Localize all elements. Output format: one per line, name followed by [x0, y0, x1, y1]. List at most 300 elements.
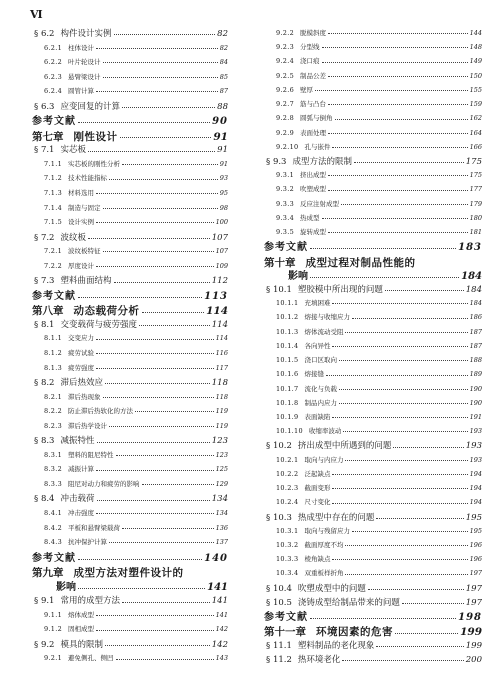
toc-entry-page: 140	[204, 552, 228, 564]
dot-leader	[376, 645, 463, 647]
toc-entry	[34, 379, 228, 388]
toc-entry-title: 旋转成型	[300, 228, 327, 237]
toc-entry-page: 93	[219, 174, 228, 183]
toc-entry	[44, 612, 228, 619]
toc-entry-page: 98	[219, 203, 228, 212]
toc-entry	[44, 481, 228, 488]
toc-entry-title: 交变应力	[68, 334, 95, 343]
toc-entry	[44, 59, 228, 66]
toc-entry	[34, 146, 228, 155]
toc-entry-number: 8.3.1	[44, 450, 63, 459]
dot-leader	[97, 441, 210, 443]
toc-entry-number: 8.4.2	[44, 523, 63, 532]
toc-entry-title: 流化与负载	[304, 384, 337, 393]
toc-entry	[266, 642, 482, 651]
toc-entry-number: 9.2.6	[276, 85, 295, 94]
dot-leader	[116, 454, 214, 456]
toc-entry-title: 热环境老化	[297, 654, 341, 665]
toc-entry-number: § 11.2	[266, 654, 292, 665]
toc-entry-title: 冲击载荷	[60, 494, 95, 505]
toc-entry-title: 冲击强度	[68, 509, 95, 517]
dot-leader	[339, 388, 468, 390]
toc-entry-title: 参考文献	[32, 116, 76, 128]
dot-leader	[114, 281, 210, 283]
toc-entry	[44, 45, 228, 52]
toc-entry	[34, 277, 228, 286]
dot-leader	[402, 602, 464, 604]
toc-entry-title: 筋与凸台	[300, 100, 327, 109]
toc-entry-page: 109	[215, 261, 228, 270]
toc-entry-page: 118	[211, 378, 228, 389]
toc-entry-number: § 11.1	[266, 640, 292, 651]
toc-entry	[44, 88, 228, 95]
toc-entry-page: 95	[219, 189, 228, 197]
toc-entry-page: 119	[215, 421, 228, 430]
dot-leader	[395, 632, 458, 634]
toc-entry-number: 10.1.7	[276, 384, 299, 393]
toc-entry	[34, 30, 228, 39]
toc-entry-number: § 9.1	[34, 596, 55, 607]
dot-leader	[332, 345, 467, 347]
toc-entry-number: 9.2.1	[44, 654, 63, 663]
toc-entry-page: 118	[215, 392, 228, 401]
toc-entry-title: 参考文献	[264, 242, 308, 254]
toc-entry-number: 9.2.10	[276, 142, 299, 151]
toc-entry	[276, 58, 482, 65]
toc-entry-title: 材料选用	[68, 189, 95, 197]
toc-entry-title: 截面变形	[304, 484, 331, 493]
dot-leader	[96, 512, 214, 514]
toc-entry-title: 应变回复的计算	[60, 101, 120, 112]
toc-entry-number: 9.2.2	[276, 29, 295, 37]
dot-leader	[332, 302, 467, 304]
toc-entry-number: 6.2.1	[44, 43, 63, 52]
dot-leader	[105, 644, 210, 646]
toc-entry-number: 8.1.2	[44, 349, 63, 357]
toc-entry-title: 平板和悬臂梁载荷	[68, 523, 121, 532]
toc-entry	[44, 263, 228, 270]
toc-entry-title: 热成型中存在的问题	[297, 512, 375, 523]
toc-entry	[276, 144, 482, 151]
dot-leader	[332, 146, 467, 148]
toc-entry-number: 9.2.7	[276, 100, 295, 109]
toc-entry	[266, 286, 482, 295]
toc-entry-title: 取向与残留应力	[304, 526, 350, 535]
toc-entry	[44, 248, 228, 255]
toc-entry-number: § 10.1	[266, 285, 292, 295]
dot-leader	[96, 265, 214, 267]
dot-leader	[310, 276, 459, 278]
toc-entry-number: 6.2.3	[44, 72, 63, 81]
toc-entry-number: 9.3.3	[276, 199, 295, 208]
toc-entry-number: 10.1.6	[276, 370, 299, 379]
toc-entry-page: 88	[217, 101, 228, 112]
toc-entry-page: 150	[469, 71, 482, 80]
toc-entry-page: 184	[469, 299, 482, 308]
toc-entry-page: 125	[215, 465, 228, 474]
toc-entry-page: 181	[469, 228, 482, 237]
toc-entry-page: 148	[469, 43, 482, 52]
toc-entry-title: 实芯板	[60, 145, 86, 156]
toc-entry	[276, 542, 482, 549]
dot-leader	[354, 161, 464, 163]
toc-entry-page: 179	[469, 199, 482, 208]
toc-entry-title: 取向与内应力	[304, 455, 344, 464]
toc-entry-page: 162	[469, 114, 482, 123]
toc-entry	[44, 365, 228, 372]
dot-leader	[96, 614, 214, 616]
dot-leader	[114, 33, 216, 35]
toc-entry-page: 112	[211, 276, 228, 287]
toc-entry-page: 187	[469, 327, 482, 336]
toc-entry-page: 114	[211, 319, 228, 330]
toc-entry-number: 10.1.3	[276, 327, 299, 336]
dot-leader	[345, 331, 467, 333]
toc-entry-number: 10.1.4	[276, 341, 299, 350]
toc-entry	[44, 219, 228, 226]
toc-entry-title: 圆弧与倒角	[300, 114, 333, 123]
toc-entry-page: 143	[215, 654, 228, 663]
dot-leader	[97, 499, 210, 501]
dot-leader	[393, 446, 463, 448]
toc-entry-title: 固相成型	[68, 625, 95, 634]
dot-leader	[96, 629, 214, 631]
toc-entry	[34, 103, 228, 112]
toc-entry-title: 壁厚	[300, 85, 314, 94]
toc-entry-page: 141	[207, 581, 228, 593]
toc-entry	[44, 190, 228, 197]
toc-entry-page: 189	[469, 370, 482, 379]
dot-leader	[322, 217, 468, 219]
toc-entry-title: 塑料制品的老化现象	[297, 640, 375, 651]
toc-entry-title: 参考文献	[264, 612, 308, 624]
dot-leader	[103, 76, 218, 78]
toc-entry-number: 10.3.4	[276, 569, 299, 578]
toc-entry	[44, 525, 228, 532]
dot-leader	[120, 136, 212, 138]
dot-leader	[328, 75, 468, 77]
toc-entry-page: 186	[469, 313, 482, 322]
toc-entry-number: 第九章	[32, 567, 64, 580]
toc-entry-number: 10.2.3	[276, 484, 299, 493]
toc-entry	[276, 30, 482, 37]
dot-leader	[96, 221, 214, 223]
toc-entry-page: 107	[211, 232, 228, 243]
toc-entry	[288, 272, 482, 282]
toc-entry-page: 196	[469, 541, 482, 549]
dot-leader	[332, 558, 467, 560]
toc-entry-title: 参考文献	[32, 552, 76, 564]
toc-entry-page: 142	[211, 639, 228, 650]
toc-entry	[276, 556, 482, 563]
dot-leader	[335, 118, 468, 120]
toc-entry-page: 85	[219, 72, 228, 81]
toc-entry-number: 7.2.2	[44, 261, 63, 270]
dot-leader	[328, 132, 468, 134]
toc-entry	[34, 321, 228, 330]
toc-entry-number: 第十章	[264, 256, 296, 269]
toc-entry-page: 194	[469, 498, 482, 507]
toc-entry-page: 190	[469, 398, 482, 407]
toc-entry-page: 197	[469, 569, 482, 578]
dot-leader	[122, 527, 214, 529]
toc-entry-page: 149	[469, 57, 482, 66]
toc-entry-title: 浇口区取向	[304, 356, 337, 365]
toc-entry-title: 孔与嵌件	[304, 142, 331, 151]
dot-leader	[88, 150, 215, 152]
toc-entry-number: 9.2.8	[276, 114, 295, 123]
toc-entry	[276, 314, 482, 321]
toc-entry-number: 6.2.2	[44, 58, 63, 67]
toc-entry-page: 200	[465, 654, 482, 665]
toc-entry-page: 183	[458, 242, 482, 254]
toc-entry-page: 180	[469, 213, 482, 222]
toc-entry-title: 制品公差	[300, 71, 327, 80]
toc-entry-number: 8.1.3	[44, 363, 63, 372]
toc-entry-number: 8.2.1	[44, 392, 63, 401]
dot-leader	[122, 106, 215, 108]
toc-entry-number: 第七章	[32, 130, 64, 143]
toc-entry-title: 滞后热效应	[60, 378, 103, 389]
toc-entry	[276, 186, 482, 193]
toc-entry-title: 泛起缺点	[304, 469, 331, 478]
dot-leader	[310, 617, 456, 619]
toc-entry-title: 疲劳试验	[68, 349, 95, 357]
toc-entry-number: 9.3.4	[276, 213, 295, 222]
toc-entry-title: 熔体成型	[68, 610, 95, 619]
toc-entry-title: 分型线	[300, 43, 320, 52]
toc-entry-title: 塑料曲面结构	[60, 276, 112, 287]
dot-leader	[332, 416, 467, 418]
dot-leader	[96, 469, 214, 471]
toc-entry	[44, 452, 228, 459]
toc-entry-title: 叶片轮设计	[68, 58, 101, 67]
dot-leader	[109, 541, 214, 543]
toc-entry-page: 199	[465, 640, 482, 651]
toc-entry	[276, 300, 482, 307]
toc-entry-page: 188	[469, 356, 482, 365]
toc-entry-number: 10.1.1	[276, 299, 299, 308]
toc-entry-number: § 9.3	[266, 157, 287, 167]
dot-leader	[326, 374, 468, 376]
toc-entry-page: 184	[465, 285, 482, 295]
toc-entry-title: 疲劳强度	[68, 363, 95, 372]
toc-entry-title: 反应注射成型	[300, 199, 340, 208]
toc-entry	[276, 570, 482, 577]
toc-entry-number: 8.4.1	[44, 509, 63, 517]
toc-entry-title: 熔接缝	[304, 370, 324, 379]
toc-entry-page: 113	[204, 290, 228, 302]
toc-entry-number: 8.1.1	[44, 334, 63, 343]
dot-leader	[352, 317, 468, 319]
toc-entry-page: 198	[458, 612, 482, 624]
toc-entry-page: 91	[219, 159, 228, 168]
toc-entry-title: 减振计算	[68, 465, 95, 474]
toc-entry	[276, 172, 482, 179]
toc-entry-number: 7.1.3	[44, 189, 63, 197]
toc-entry-number: 9.2.4	[276, 57, 295, 66]
dot-leader	[109, 178, 218, 180]
dot-leader	[78, 296, 202, 298]
toc-entry	[44, 655, 228, 662]
dot-leader	[142, 483, 214, 485]
toc-entry-title: 截面厚度不均	[304, 541, 344, 549]
toc-entry-number: 第十一章	[264, 626, 306, 639]
toc-entry-page: 91	[213, 130, 228, 143]
toc-entry	[32, 132, 228, 143]
toc-entry	[276, 87, 482, 94]
dot-leader	[135, 410, 214, 412]
toc-entry-page: 166	[469, 142, 482, 151]
dot-leader	[345, 573, 467, 575]
dot-leader	[328, 103, 468, 105]
toc-entry-number: § 8.1	[34, 319, 55, 330]
toc-entry	[44, 394, 228, 401]
toc-entry-page: 142	[215, 625, 228, 634]
toc-entry-number: § 7.1	[34, 145, 55, 156]
toc-entry-title: 各向异性	[304, 341, 331, 350]
toc-entry-title: 成型方法的限制	[292, 157, 352, 167]
toc-entry-number: 7.1.5	[44, 218, 63, 227]
dot-leader	[78, 121, 210, 123]
toc-entry-number: 10.1.9	[276, 413, 299, 421]
toc-entry-page: 164	[469, 128, 482, 137]
toc-entry	[266, 514, 482, 523]
dot-leader	[352, 530, 468, 532]
toc-entry-number: § 8.2	[34, 378, 55, 389]
dot-leader	[328, 174, 468, 176]
toc-entry-title: 模具的限制	[60, 639, 103, 650]
toc-entry-title: 柱体设计	[68, 43, 95, 52]
toc-entry-title: 设计实例	[68, 218, 95, 227]
toc-entry-title: 动态载荷分析	[73, 305, 140, 318]
toc-entry	[276, 528, 482, 535]
toc-entry	[276, 499, 482, 506]
toc-entry	[276, 343, 482, 350]
toc-entry	[276, 73, 482, 80]
dot-leader	[368, 588, 464, 590]
toc-entry-title: 波纹板	[60, 232, 86, 243]
dot-leader	[96, 90, 218, 92]
toc-entry-number: 8.2.3	[44, 421, 63, 430]
toc-entry	[276, 44, 482, 51]
toc-entry	[266, 585, 482, 594]
toc-entry	[44, 423, 228, 430]
toc-entry-page: 195	[469, 526, 482, 535]
toc-entry	[32, 292, 228, 302]
dot-leader	[88, 237, 210, 239]
toc-entry-title: 制造与固定	[68, 203, 101, 212]
toc-entry-page: 177	[469, 185, 482, 194]
toc-entry-number: § 10.4	[266, 583, 292, 594]
toc-entry-title: 环境因素的危害	[316, 626, 393, 639]
toc-entry-number: § 6.3	[34, 101, 55, 112]
toc-entry	[32, 568, 228, 579]
toc-entry-page: 144	[469, 29, 482, 37]
toc-entry-page: 137	[215, 538, 228, 547]
toc-entry	[276, 101, 482, 108]
toc-entry-number: 10.2.4	[276, 498, 299, 507]
dot-leader	[96, 47, 218, 49]
toc-entry	[34, 437, 228, 446]
toc-entry-number: 9.3.2	[276, 185, 295, 194]
toc-entry	[276, 457, 482, 464]
toc-entry	[32, 554, 228, 564]
toc-entry	[44, 205, 228, 212]
toc-entry-page: 141	[211, 596, 228, 607]
toc-entry	[44, 175, 228, 182]
dot-leader	[103, 250, 214, 252]
toc-entry-page: 194	[469, 469, 482, 478]
toc-entry-title: 表面缺陷	[304, 413, 331, 421]
dot-leader	[345, 544, 467, 546]
toc-entry-page: 197	[465, 597, 482, 608]
toc-entry-title: 阻尼对动力和疲劳的影响	[68, 479, 140, 488]
dot-leader	[343, 430, 467, 432]
toc-entry-page: 190	[469, 384, 482, 393]
toc-entry-title: 浇铸成型给制品带来的问题	[297, 597, 400, 608]
toc-entry-title: 成型方法对塑件设计的	[73, 567, 184, 580]
dot-leader	[376, 517, 463, 519]
dot-leader	[315, 89, 468, 91]
toc-entry-number: 9.3.1	[276, 171, 295, 180]
dot-leader	[96, 192, 218, 194]
toc-entry-title: 浇口痕	[300, 57, 320, 66]
toc-entry	[276, 371, 482, 378]
toc-entry-title: 熔接与收缩应力	[304, 313, 350, 322]
toc-entry-page: 187	[469, 341, 482, 350]
dot-leader	[342, 659, 463, 661]
dot-leader	[142, 311, 205, 313]
toc-entry	[276, 357, 482, 364]
toc-entry-title: 双重板样折角	[304, 569, 344, 578]
toc-entry	[276, 229, 482, 236]
toc-entry-title: 熔体流动受阻	[304, 327, 344, 336]
toc-entry-number: 10.3.1	[276, 526, 299, 535]
toc-entry-number: § 10.2	[266, 441, 292, 452]
toc-entry-title: 厚度设计	[68, 261, 95, 270]
dot-leader	[96, 338, 214, 340]
dot-leader	[328, 32, 468, 34]
toc-entry	[266, 599, 482, 608]
dot-leader	[322, 61, 468, 63]
toc-entry-page: 87	[219, 87, 228, 96]
toc-entry-title: 收缩率波动	[308, 427, 342, 436]
toc-entry-title: 防止滞后热软化的方法	[68, 407, 134, 416]
toc-entry-page: 175	[469, 171, 482, 180]
toc-entry	[276, 215, 482, 222]
toc-entry	[264, 613, 482, 623]
toc-entry	[264, 627, 482, 638]
dot-leader	[328, 189, 468, 191]
toc-entry-title: 尺寸变化	[304, 498, 331, 507]
toc-entry	[44, 539, 228, 546]
toc-entry-page: 191	[469, 413, 482, 421]
dot-leader	[103, 396, 214, 398]
toc-entry	[44, 626, 228, 633]
toc-entry	[276, 115, 482, 122]
toc-entry-number: § 8.3	[34, 436, 55, 447]
dot-leader	[96, 352, 214, 354]
toc-entry	[276, 130, 482, 137]
toc-entry-number: 7.1.2	[44, 174, 63, 183]
toc-entry-page: 114	[206, 305, 228, 318]
toc-entry	[44, 466, 228, 473]
toc-entry-page: 184	[461, 270, 482, 282]
toc-entry-number: § 6.2	[34, 29, 55, 39]
toc-entry-number: § 10.5	[266, 597, 292, 608]
toc-entry-title: 悬臂梁设计	[68, 72, 101, 81]
